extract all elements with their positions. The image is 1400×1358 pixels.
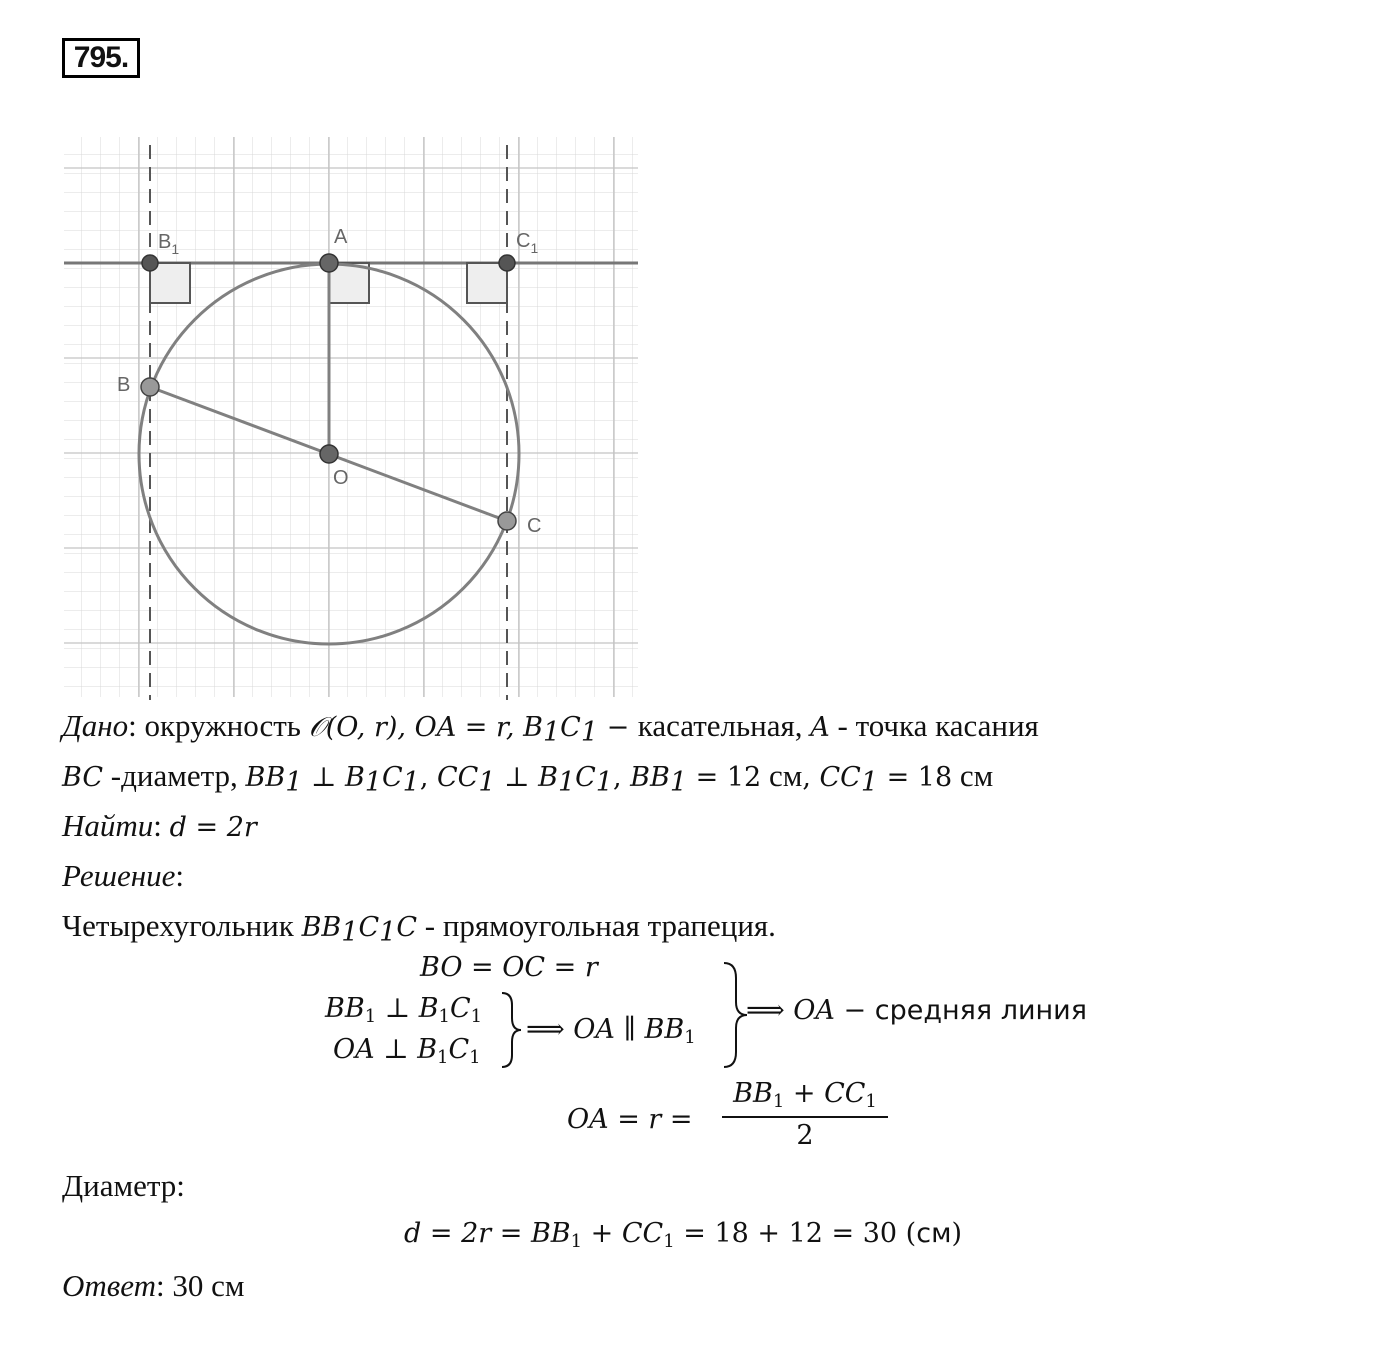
system-line-2: $BB_1$ ⊥ $B_1C_1$ [325, 993, 483, 1027]
point-c1 [499, 255, 515, 271]
implication-2: ⟹ OA − средняя линия [746, 995, 1087, 1026]
label-b: B [117, 374, 131, 396]
point-b [141, 378, 159, 396]
diameter-label: Диаметр: [62, 1168, 185, 1203]
geometry-figure [62, 135, 642, 700]
given-line-2: BC -диаметр, $BB_1$ ⊥ $B_1C_1$, $CC_1$ ⊥ $B_1C_1$, $BB_1 = 12$ см, $CC_1 = 18$ см [62, 758, 994, 798]
point-b1 [142, 255, 158, 271]
label-c1: $C_1$ [516, 230, 539, 256]
label-b1: $B_1$ [158, 231, 180, 257]
label-o: O [333, 467, 349, 489]
point-o [320, 445, 338, 463]
formula-left: OA = r = [567, 1104, 693, 1135]
point-c [498, 512, 516, 530]
find-line: Найти: d = 2r [62, 808, 257, 843]
implication-1: ⟹ OA ∥ $BB_1$ [526, 1014, 696, 1048]
formula-fraction: $\frac{BB_1 + CC_1}{2}$ [722, 1078, 888, 1151]
system-line-3: OA ⊥ $B_1C_1$ [333, 1034, 481, 1068]
point-a [320, 254, 338, 272]
label-a: A [334, 226, 348, 248]
problem-number: 795. [62, 38, 140, 78]
inner-brace [498, 990, 524, 1070]
solution-label: Решение: [62, 858, 184, 893]
answer-line: Ответ: 30 см [62, 1268, 245, 1303]
quadrilateral-line: Четырехугольник $BB_1C_1C$ - прямоугольная трапеция. [62, 908, 776, 948]
system-line-1: BO = OC = r [420, 952, 598, 983]
final-equation: $d = 2r = BB_1 + CC_1 = 18 + 12 = 30$ (см) [404, 1218, 962, 1252]
label-c: C [527, 515, 542, 537]
given-line-1: Дано: окружность 𝒪(O, r), OA = r, $B_1C_1$ − касательная, A - точка касания [62, 708, 1039, 748]
